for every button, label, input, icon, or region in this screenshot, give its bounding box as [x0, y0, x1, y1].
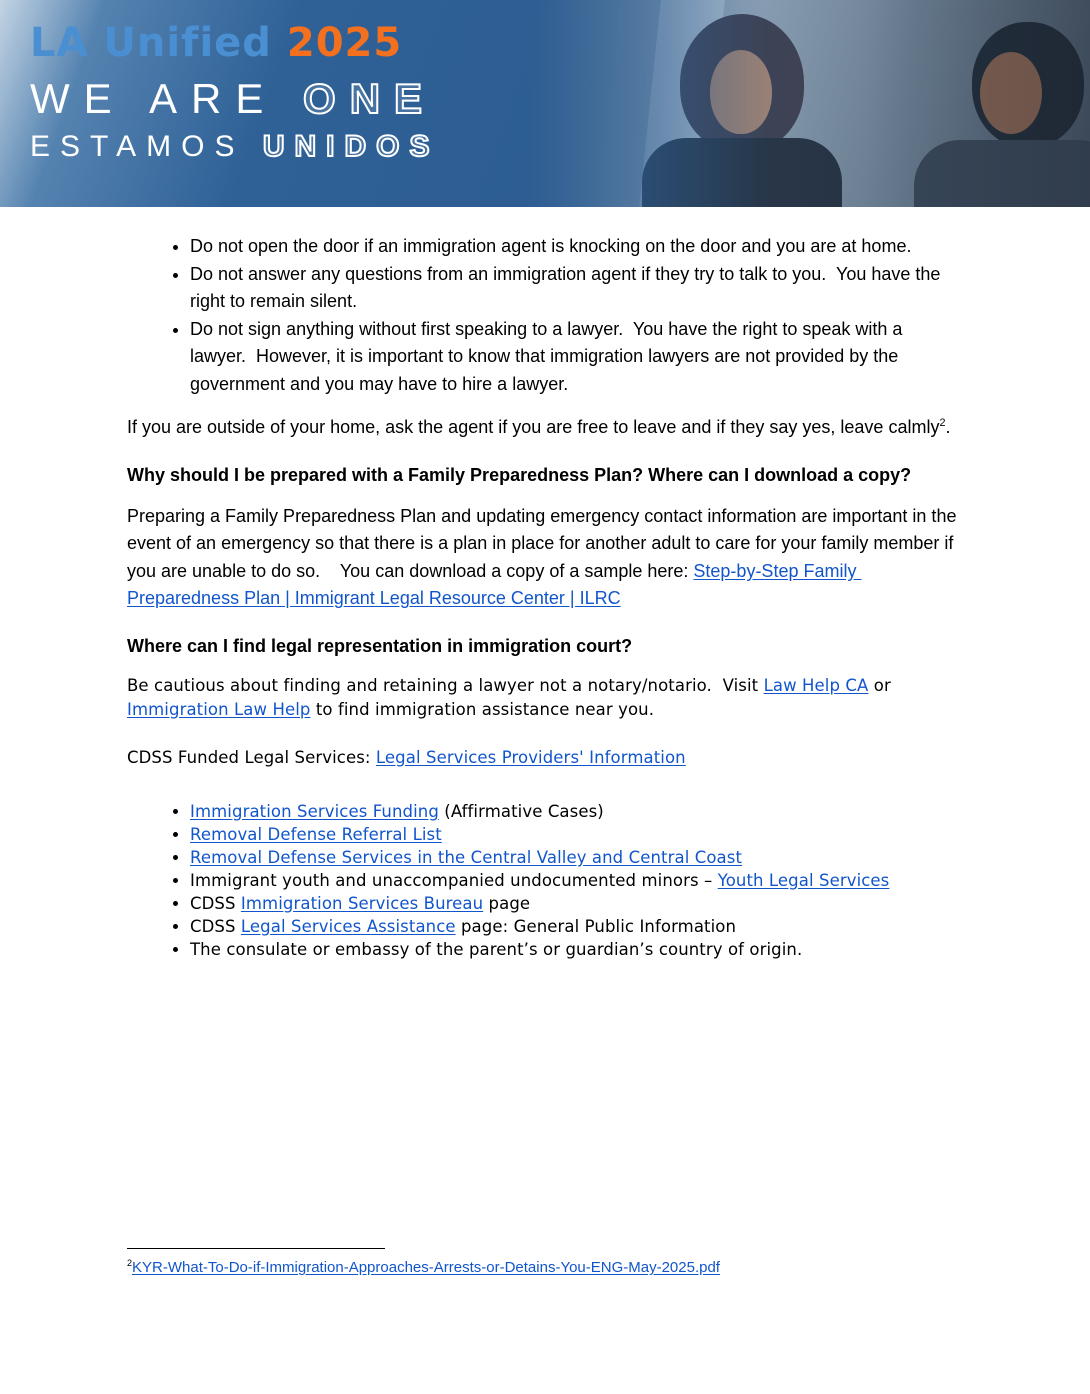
footnote-divider [127, 1248, 385, 1249]
legal-resources-list [127, 800, 963, 961]
text-run: The consulate or embassy of the parent’s or guardian’s country of origin. [190, 939, 803, 959]
list-item [190, 823, 963, 846]
text-run: Immigrant youth and unaccompanied undocumented minors – [190, 870, 718, 890]
text-run: Be cautious about finding and retaining a lawyer not a notary/notario. Visit [127, 675, 764, 695]
header-logo [30, 20, 440, 164]
text-run: Preparing a Family Preparedness Plan and updating emergency contact information are important in the event of an emergency so that there is a plan in place for another adult to care for your family member if you are unable to do so. You can download a copy of a sample here: [127, 505, 962, 581]
footnote-citation [127, 1258, 963, 1278]
unidos-outlined-text: UNIDOS [262, 130, 440, 163]
heading-family-preparedness: Why should I be prepared with a Family Preparedness Plan? Where can I download a copy? [127, 464, 912, 485]
immigration-services-bureau-link[interactable]: Immigration Services Bureau [240, 893, 484, 913]
footnote-kyr-pdf-link[interactable]: KYR-What-To-Do-if-Immigration-Approaches-Arrests-or-Detains-You-ENG-May-2025.pdf [132, 1259, 720, 1276]
text-run: . [945, 417, 951, 437]
we-are-one-line [30, 75, 440, 123]
family-preparedness-paragraph [127, 503, 963, 613]
photo-blue-tint [530, 0, 1090, 207]
immigration-services-funding-link[interactable]: Immigration Services Funding [190, 801, 439, 821]
removal-defense-central-valley-link[interactable]: Removal Defense Services in the Central Valley and Central Coast [190, 847, 743, 867]
know-your-rights-list [127, 233, 963, 398]
text-run: to find immigration assistance near you. [310, 699, 655, 719]
list-item: • Do not open the door if an immigration agent is knocking on the door and you are at home. [190, 233, 963, 261]
text-run: page: General Public Information [455, 916, 737, 936]
text-run: If you are outside of your home, ask the agent if you are free to leave and if they say yes, leave calmly [127, 417, 940, 437]
text-run: CDSS [190, 893, 241, 913]
text-run: or [868, 675, 897, 695]
text-run: CDSS [190, 916, 241, 936]
list-item [190, 915, 963, 938]
footnote-superscript: 2 [127, 1258, 133, 1268]
text-run: CDSS Funded Legal Services: [127, 747, 376, 767]
cdss-funded-services-line [127, 746, 963, 770]
list-item: • Do not sign anything without first speaking to a lawyer. You have the right to speak with a lawyer. However, it is important to know that immigration lawyers are not provided by the government and you may have to hire a lawyer. [190, 316, 963, 399]
immigration-law-help-link[interactable]: Immigration Law Help [127, 699, 311, 719]
law-help-ca-link[interactable]: Law Help CA [763, 675, 869, 695]
footnote-superscript: 2 [939, 417, 946, 429]
list-item [190, 869, 963, 892]
list-item [190, 800, 963, 823]
legal-services-assistance-link[interactable]: Legal Services Assistance [240, 916, 456, 936]
brand-year-text: 2025 [286, 20, 403, 66]
footnote-area [127, 1248, 963, 1278]
one-outlined-text: ONE [303, 75, 437, 122]
list-item [190, 938, 963, 961]
text-run: page [483, 893, 531, 913]
legal-representation-paragraph [127, 674, 963, 722]
brand-la-unified-text: LA Unified [30, 20, 272, 66]
list-item: • Do not answer any questions from an immigration agent if they try to talk to you. You have the right to remain silent. [190, 261, 963, 316]
we-are-text: WE ARE [30, 75, 278, 122]
removal-defense-referral-list-link[interactable]: Removal Defense Referral List [190, 824, 442, 844]
text-run: (Affirmative Cases) [438, 801, 604, 821]
youth-legal-services-link[interactable]: Youth Legal Services [717, 870, 890, 890]
heading-legal-representation: Where can I find legal representation in immigration court? [127, 635, 633, 656]
brand-line [30, 20, 440, 66]
estamos-text: ESTAMOS [30, 130, 245, 163]
list-item [190, 846, 963, 869]
ilrc-family-plan-link[interactable]: Step-by-Step Family Preparedness Plan | Immigrant Legal Resource Center | ILRC [127, 560, 862, 608]
header-photo [530, 0, 1090, 207]
outside-home-paragraph [127, 414, 963, 442]
list-item [190, 892, 963, 915]
document-body [0, 207, 1090, 961]
legal-services-providers-link[interactable]: Legal Services Providers' Information [375, 747, 686, 767]
header-banner [0, 0, 1090, 207]
estamos-unidos-line [30, 130, 440, 164]
